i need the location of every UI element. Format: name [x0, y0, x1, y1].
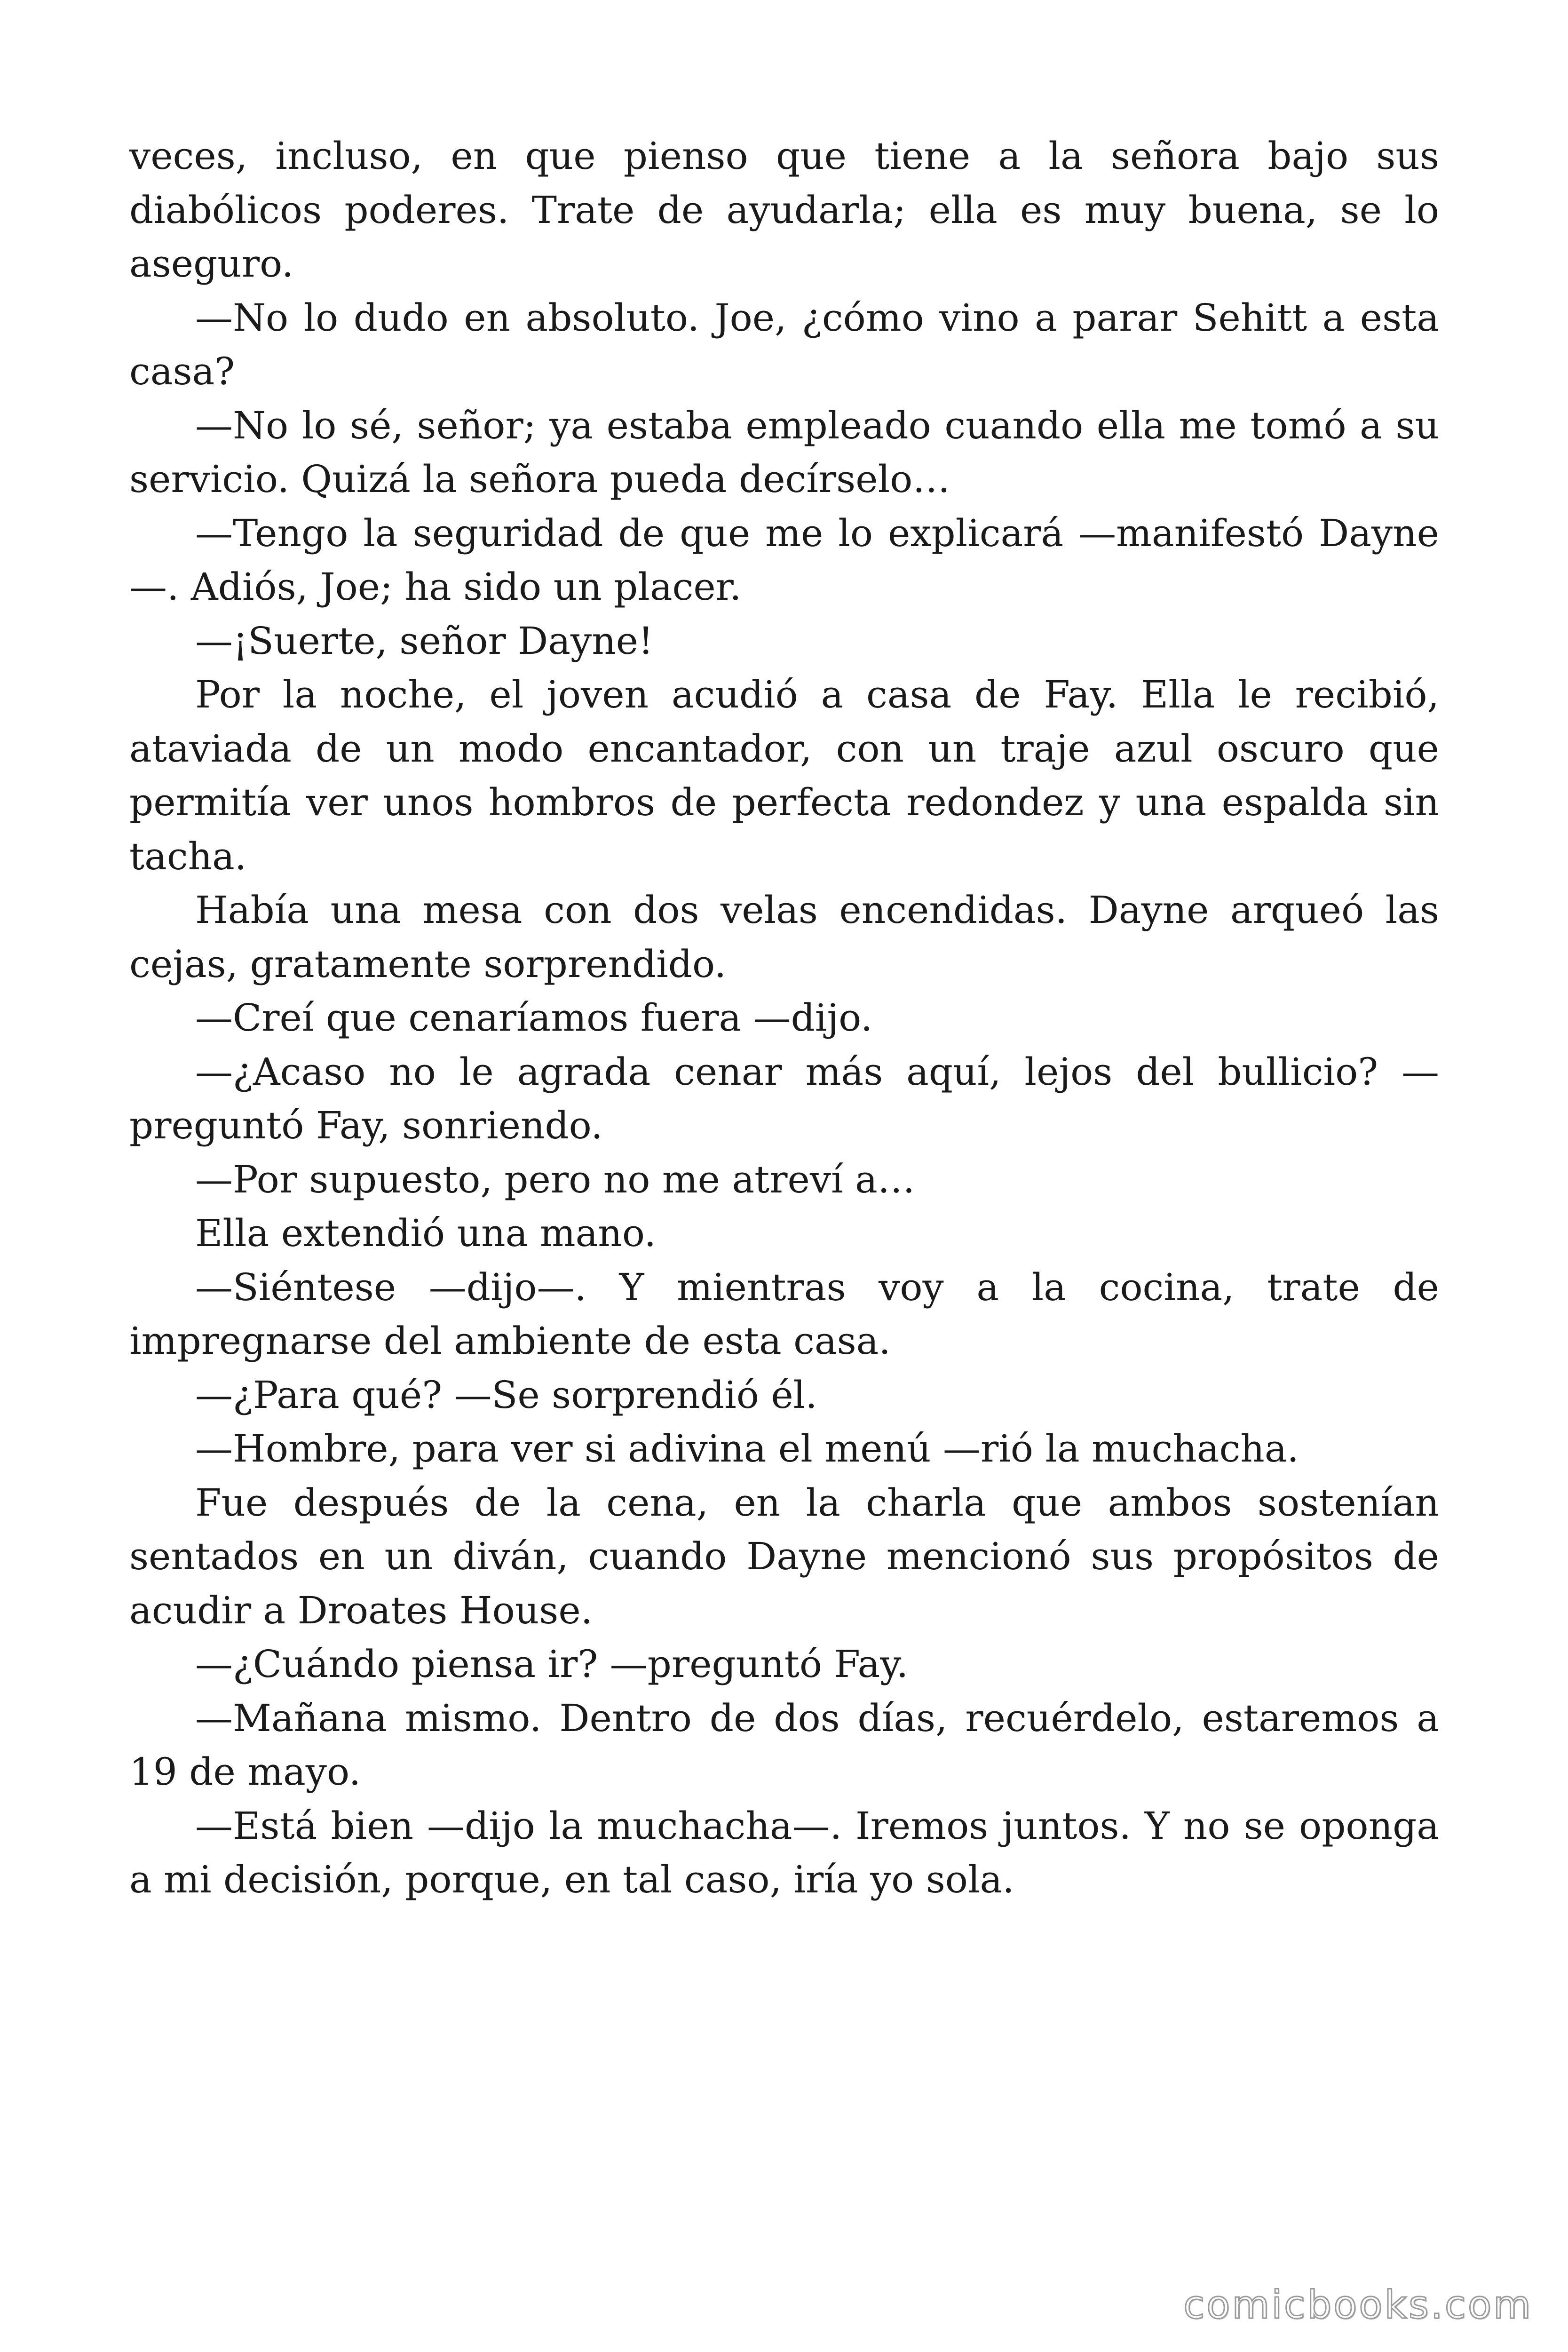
- paragraph: —¡Suerte, señor Dayne!: [195, 619, 654, 663]
- paragraph: —¿Acaso no le agrada cenar más aquí, lejos del bullicio? — preguntó Fay, sonriendo.: [129, 1049, 1439, 1147]
- paragraph: Ella extendió una mano.: [195, 1211, 656, 1255]
- paragraph: Había una mesa con dos velas encendidas. Dayne arqueó las cejas, gratamente sorprendido.: [129, 888, 1439, 986]
- paragraph: —Hombre, para ver si adivina el menú —rió la muchacha.: [195, 1427, 1299, 1470]
- paragraph: —Siéntese —dijo—. Y mientras voy a la cocina, trate de impregnarse del ambiente de esta casa.: [129, 1265, 1439, 1363]
- body-text: [129, 129, 1439, 1907]
- paragraph: —¿Para qué? —Se sorprendió él.: [195, 1373, 817, 1417]
- paragraph: —Mañana mismo. Dentro de dos días, recuérdelo, estaremos a 19 de mayo.: [129, 1696, 1439, 1794]
- paragraph: Fue después de la cena, en la charla que ambos sostenían sentados en un diván, cuando Dayne mencionó sus propósitos de acudir a Droates House.: [129, 1480, 1439, 1632]
- paragraph: veces, incluso, en que pienso que tiene a la señora bajo sus diabólicos poderes. Trate de ayudarla; ella es muy buena, se lo aseguro.: [129, 134, 1439, 286]
- paragraph: —¿Cuándo piensa ir? —preguntó Fay.: [195, 1642, 909, 1686]
- paragraph: —Está bien —dijo la muchacha—. Iremos juntos. Y no se oponga a mi decisión, porque, en tal caso, iría yo sola.: [129, 1804, 1439, 1901]
- paragraph: —No lo sé, señor; ya estaba empleado cuando ella me tomó a su servicio. Quizá la señora pueda decírselo…: [129, 403, 1439, 501]
- paragraph: —Creí que cenaríamos fuera —dijo.: [195, 996, 873, 1040]
- paragraph: —No lo dudo en absoluto. Joe, ¿cómo vino a parar Sehitt a esta casa?: [129, 295, 1439, 393]
- paragraph: Por la noche, el joven acudió a casa de Fay. Ella le recibió, ataviada de un modo encantador, con un traje azul oscuro que permitía ver unos hombros de perfecta redondez y una espalda sin tacha.: [129, 673, 1439, 878]
- paragraph: —Por supuesto, pero no me atreví a…: [195, 1157, 915, 1201]
- watermark: comicbooks.com: [1183, 2283, 1533, 2328]
- paragraph: —Tengo la seguridad de que me lo explicará —manifestó Dayne —. Adiós, Joe; ha sido un placer.: [129, 511, 1439, 609]
